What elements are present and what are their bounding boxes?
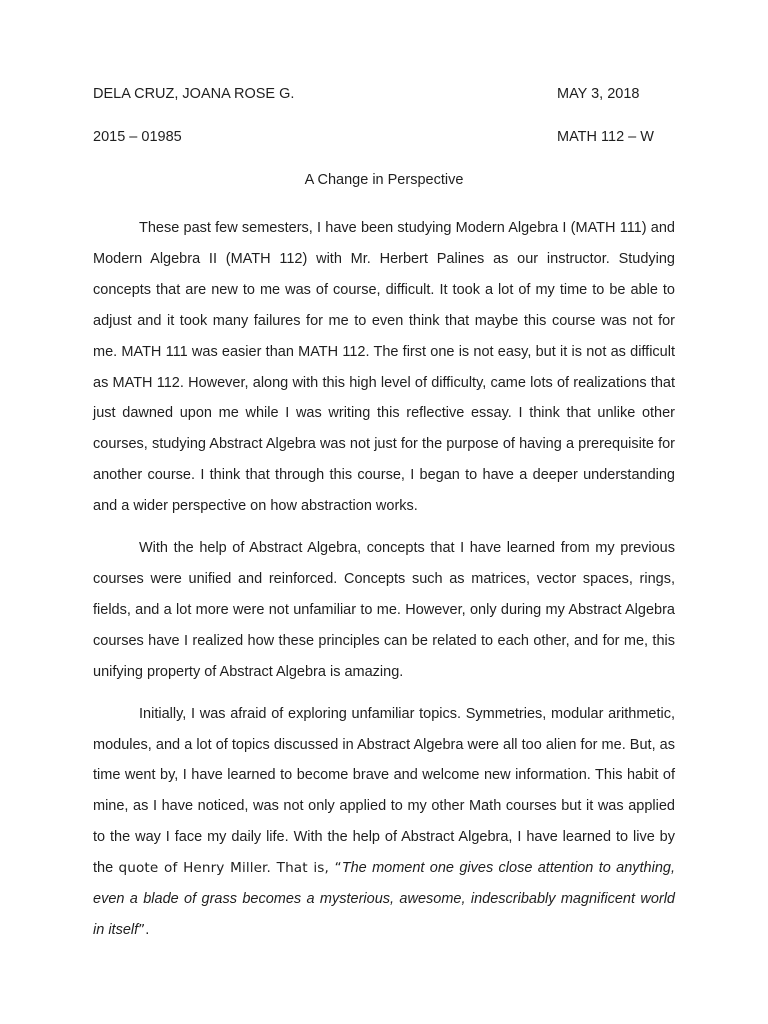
paragraph-1: These past few semesters, I have been studying Modern Algebra I (MATH 111) and Modern Algebra II (MATH 112) with Mr. Herbert Palines as our instructor. Studying concepts that are new to me was of course, difficult. It took a lot of my time to be able to adjust and it took many failures for me to even think that maybe this course was not for me. MATH 111 was easier than MATH 112. The first one is not easy, but it is not as difficult as MATH 112. However, along with this high level of difficulty, came lots of realizations that just dawned upon me while I was writing this reflective essay. I think that unlike other courses, studying Abstract Algebra was not just for the purpose of having a prerequisite for another course. I think that through this course, I began to have a deeper understanding and a wider perspective on how abstraction works. bbox=[93, 220, 675, 515]
quote-attribution: quote of Henry Miller. That is, “ bbox=[118, 860, 342, 877]
henry-miller-quote: The moment one gives close attention to anything, even a blade of grass becomes a mysterious, awesome, indescribably magnificent world in itself bbox=[93, 860, 676, 938]
header-row-id-course bbox=[93, 129, 675, 149]
paragraph-3 bbox=[93, 699, 675, 946]
student-number: 2015 – 01985 bbox=[93, 129, 182, 145]
essay-body bbox=[93, 213, 675, 957]
paragraph-2: With the help of Abstract Algebra, concepts that I have learned from my previous courses were unified and reinforced. Concepts such as matrices, vector spaces, rings, fields, and a lot more were not unfamiliar to me. However, only during my Abstract Algebra courses have I realized how these principles can be related to each other, and for me, this unifying property of Abstract Algebra is amazing. bbox=[93, 540, 675, 680]
course-code: MATH 112 – W bbox=[557, 129, 654, 145]
quote-closing: ”. bbox=[138, 921, 150, 938]
student-name: DELA CRUZ, JOANA ROSE G. bbox=[93, 86, 295, 102]
header-row-name-date bbox=[93, 86, 675, 106]
submission-date: MAY 3, 2018 bbox=[557, 86, 640, 102]
paragraph-3-text: Initially, I was afraid of exploring unfamiliar topics. Symmetries, modular arithmetic, modules, and a lot of topics discussed in Abstract Algebra were all too alien for me. But, as time went by, I have learned to become brave and welcome new information. This habit of mine, as I have noticed, was not only applied to my other Math courses but it was applied to the way I face my daily life. With the help of Abstract Algebra, I have learned to live by the bbox=[93, 705, 675, 877]
essay-title: A Change in Perspective bbox=[304, 172, 464, 188]
